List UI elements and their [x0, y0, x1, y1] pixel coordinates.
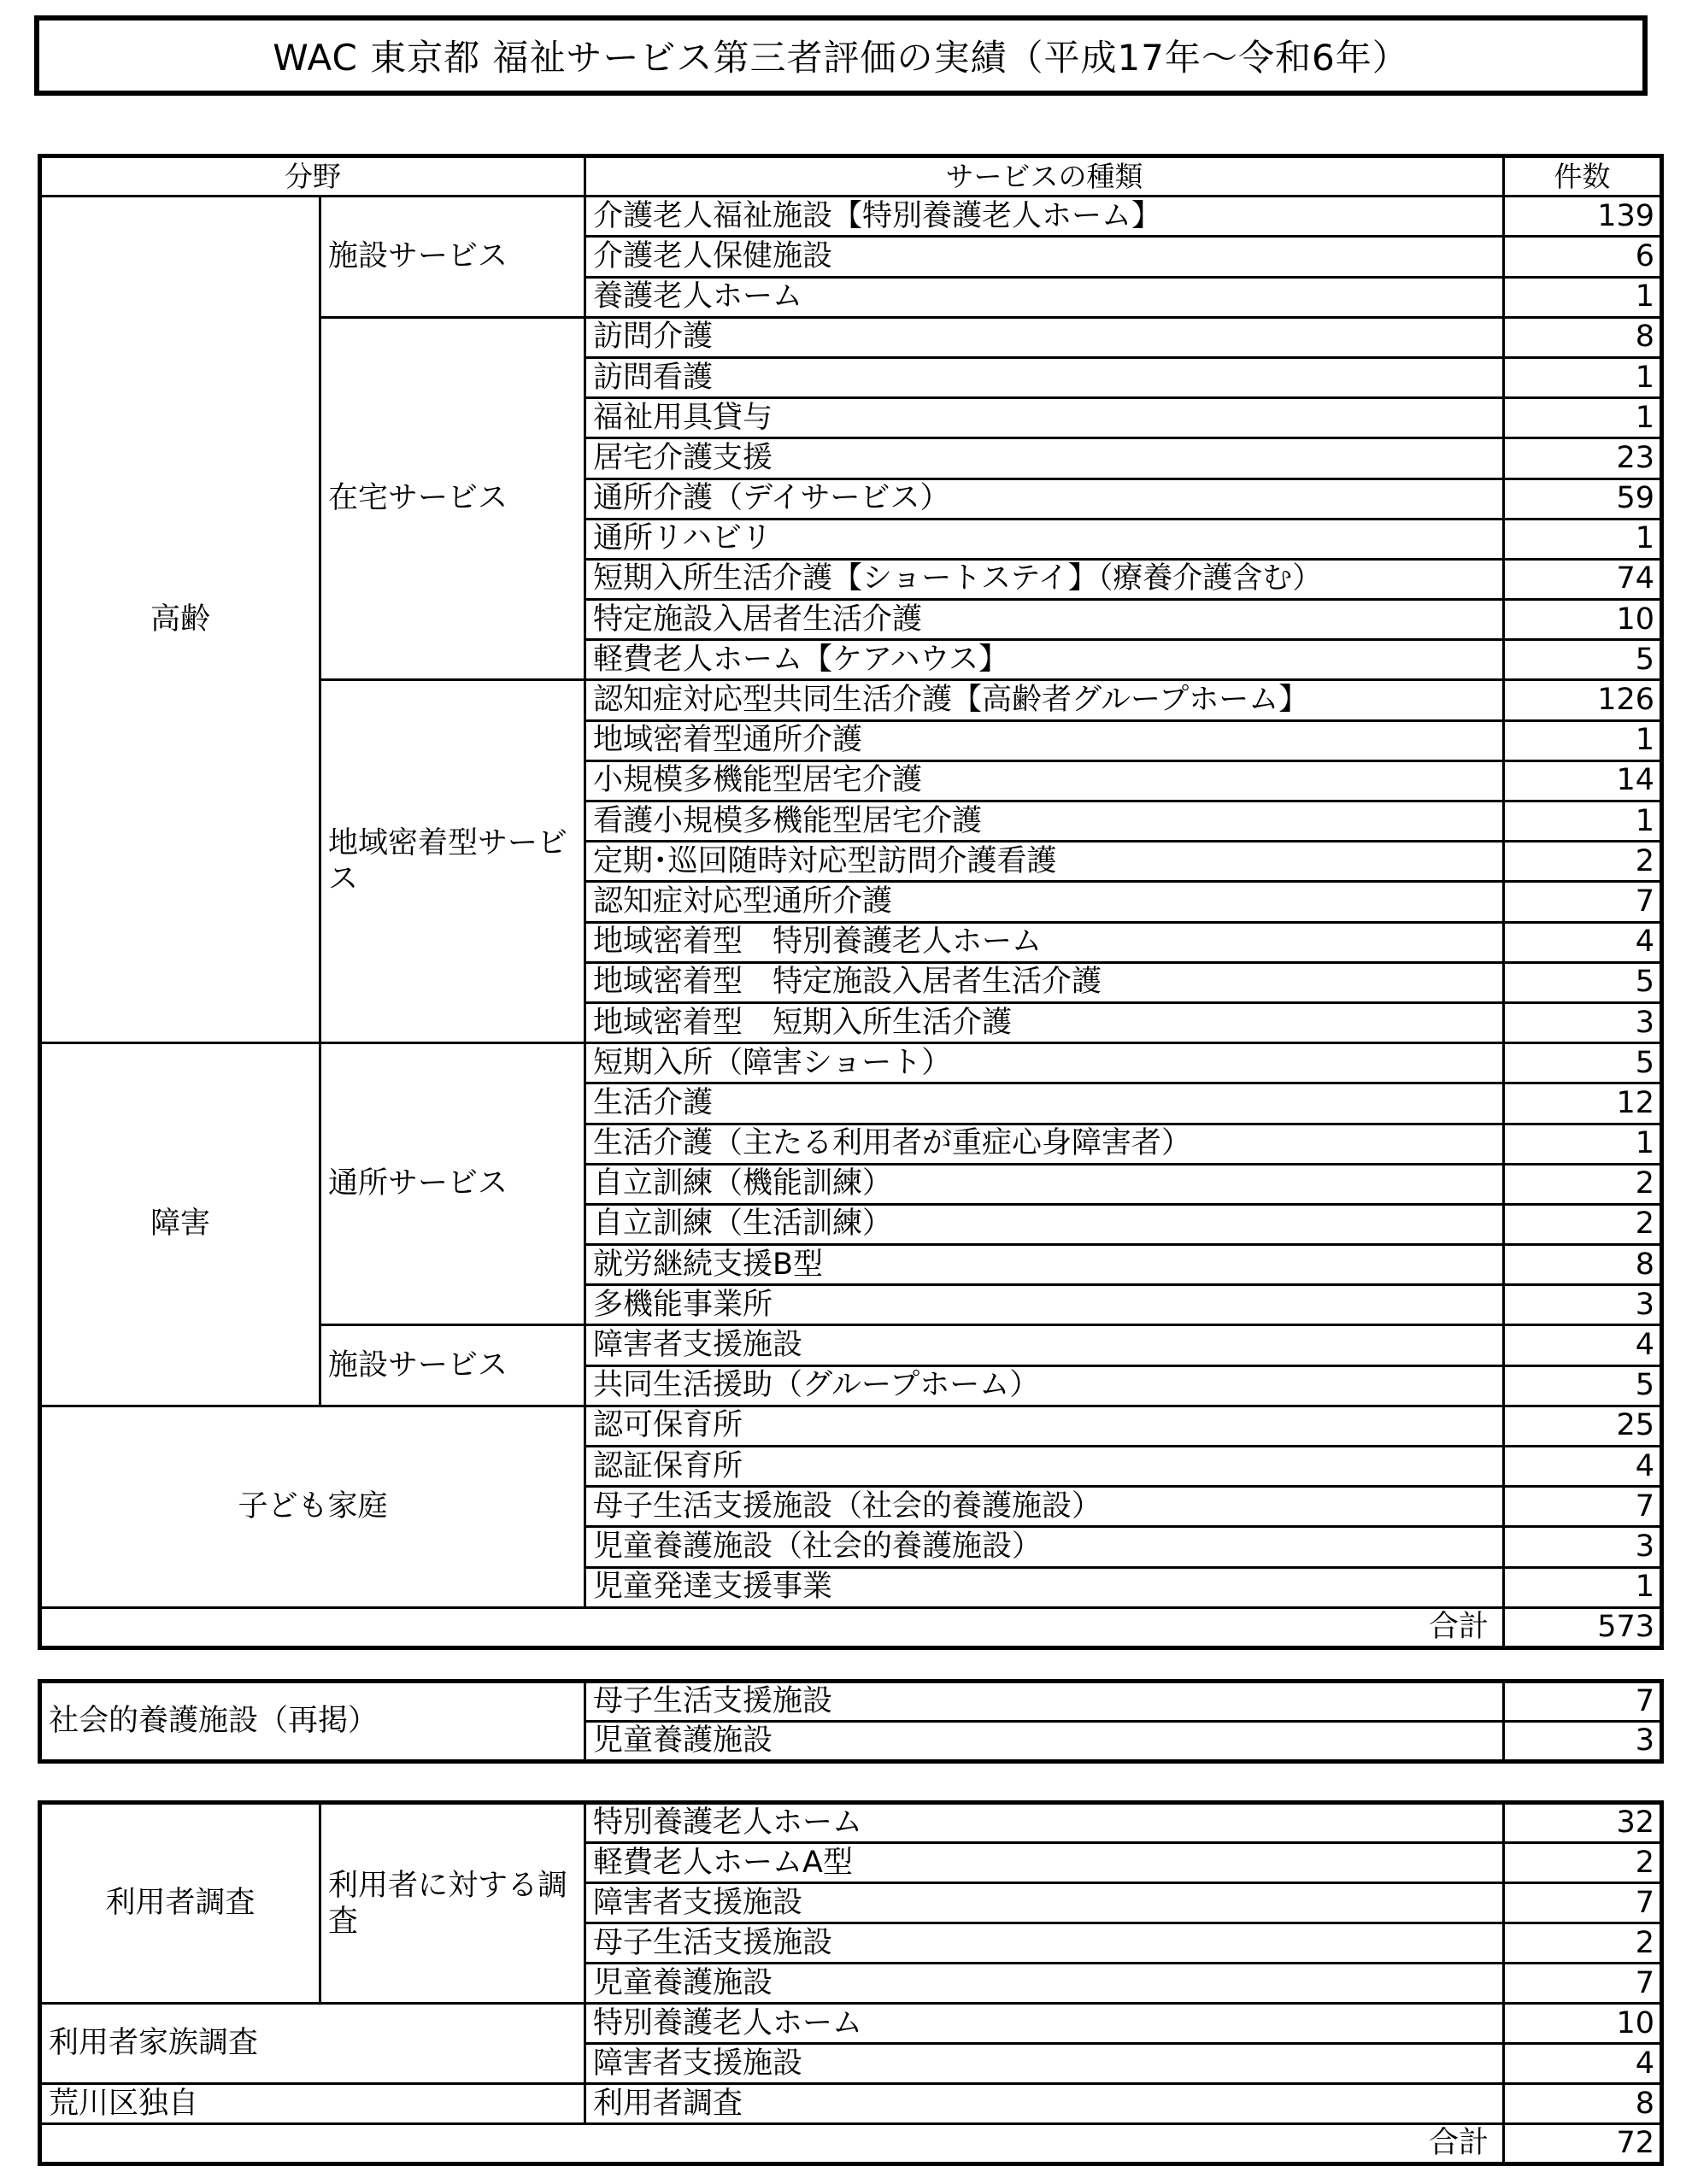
category-user-survey: 利用者調査	[40, 1803, 320, 2004]
service-count: 4	[1504, 1325, 1662, 1365]
service-name: 母子生活支援施設	[585, 1682, 1504, 1722]
category-elderly: 高齢	[40, 197, 320, 1043]
service-count: 32	[1504, 1803, 1662, 1843]
service-name: 自立訓練（機能訓練）	[585, 1164, 1504, 1204]
service-count: 139	[1504, 197, 1662, 237]
service-count: 1	[1504, 277, 1662, 317]
service-count: 5	[1504, 962, 1662, 1002]
table-row	[40, 1803, 1662, 1843]
page-title: WAC 東京都 福祉サービス第三者評価の実績（平成17年～令和6年）	[34, 15, 1648, 96]
service-name: 特別養護老人ホーム	[585, 2004, 1504, 2044]
service-count: 3	[1504, 1002, 1662, 1042]
service-count: 2	[1504, 1164, 1662, 1204]
service-count: 3	[1504, 1722, 1662, 1762]
service-name: 認証保育所	[585, 1447, 1504, 1487]
header-row	[40, 156, 1662, 197]
category-disability: 障害	[40, 1043, 320, 1406]
service-name: 児童養護施設（社会的養護施設）	[585, 1527, 1504, 1567]
service-count: 1	[1504, 357, 1662, 397]
service-count: 1	[1504, 1567, 1662, 1607]
subcategory-elderly-home: 在宅サービス	[320, 317, 585, 680]
service-count: 2	[1504, 1843, 1662, 1883]
service-count: 5	[1504, 1365, 1662, 1406]
service-name: 共同生活援助（グループホーム）	[585, 1365, 1504, 1406]
service-count: 10	[1504, 2004, 1662, 2044]
service-count: 1	[1504, 519, 1662, 559]
header-service: サービスの種類	[585, 156, 1504, 197]
service-count: 3	[1504, 1527, 1662, 1567]
header-count: 件数	[1504, 156, 1662, 197]
service-name: 居宅介護支援	[585, 438, 1504, 478]
service-name: 定期･巡回随時対応型訪問介護看護	[585, 842, 1504, 882]
service-name: 小規模多機能型居宅介護	[585, 760, 1504, 801]
service-count: 8	[1504, 317, 1662, 357]
total-count: 72	[1504, 2124, 1662, 2164]
service-count: 3	[1504, 1285, 1662, 1325]
subcategory-elderly-facility: 施設サービス	[320, 197, 585, 318]
table-row	[40, 2004, 1662, 2044]
table-row	[40, 197, 1662, 237]
service-count: 25	[1504, 1406, 1662, 1446]
service-name: 生活介護（主たる利用者が重症心身障害者）	[585, 1124, 1504, 1164]
service-count: 7	[1504, 1487, 1662, 1527]
table-row	[40, 1406, 1662, 1446]
total-label: 合計	[40, 2124, 1504, 2164]
service-name: 訪問看護	[585, 357, 1504, 397]
category-arakawa: 荒川区独自	[40, 2084, 585, 2124]
service-name: 特別養護老人ホーム	[585, 1803, 1504, 1843]
service-count: 74	[1504, 559, 1662, 599]
social-care-repost-table	[38, 1679, 1664, 1764]
subcategory-disability-daycare: 通所サービス	[320, 1043, 585, 1325]
service-name: 養護老人ホーム	[585, 277, 1504, 317]
service-count: 59	[1504, 478, 1662, 519]
service-count: 2	[1504, 842, 1662, 882]
service-name: 認知症対応型通所介護	[585, 882, 1504, 922]
service-count: 4	[1504, 922, 1662, 962]
total-row	[40, 1607, 1662, 1647]
service-name: 介護老人保健施設	[585, 237, 1504, 277]
service-count: 1	[1504, 398, 1662, 438]
service-name: 看護小規模多機能型居宅介護	[585, 801, 1504, 842]
service-name: 利用者調査	[585, 2084, 1504, 2124]
service-count: 6	[1504, 237, 1662, 277]
repost-label: 社会的養護施設（再掲）	[40, 1682, 585, 1762]
service-count: 126	[1504, 680, 1662, 720]
table-row	[40, 2084, 1662, 2124]
service-name: 障害者支援施設	[585, 2044, 1504, 2084]
service-name: 地域密着型通所介護	[585, 720, 1504, 760]
category-family-survey: 利用者家族調査	[40, 2004, 585, 2084]
service-count: 7	[1504, 1964, 1662, 2004]
service-name: 短期入所（障害ショート）	[585, 1043, 1504, 1083]
service-name: 介護老人福祉施設【特別養護老人ホーム】	[585, 197, 1504, 237]
service-name: 母子生活支援施設	[585, 1923, 1504, 1964]
service-name: 児童養護施設	[585, 1722, 1504, 1762]
service-name: 生活介護	[585, 1083, 1504, 1124]
service-count: 1	[1504, 801, 1662, 842]
service-count: 1	[1504, 1124, 1662, 1164]
service-name: 児童発達支援事業	[585, 1567, 1504, 1607]
total-label: 合計	[40, 1607, 1504, 1647]
service-name: 軽費老人ホーム【ケアハウス】	[585, 640, 1504, 680]
service-name: 認知症対応型共同生活介護【高齢者グループホーム】	[585, 680, 1504, 720]
service-name: 特定施設入居者生活介護	[585, 600, 1504, 640]
service-count: 1	[1504, 720, 1662, 760]
service-count: 4	[1504, 2044, 1662, 2084]
service-name: 地域密着型 特別養護老人ホーム	[585, 922, 1504, 962]
service-count: 7	[1504, 882, 1662, 922]
service-count: 2	[1504, 1923, 1662, 1964]
service-name: 通所介護（デイサービス）	[585, 478, 1504, 519]
service-name: 障害者支援施設	[585, 1883, 1504, 1923]
table-row	[40, 1043, 1662, 1083]
service-count: 8	[1504, 1245, 1662, 1285]
main-evaluation-table	[38, 154, 1664, 1650]
service-name: 多機能事業所	[585, 1285, 1504, 1325]
service-count: 23	[1504, 438, 1662, 478]
service-count: 8	[1504, 2084, 1662, 2124]
service-count: 5	[1504, 640, 1662, 680]
service-name: 就労継続支援B型	[585, 1245, 1504, 1285]
user-survey-table	[38, 1800, 1664, 2166]
service-name: 母子生活支援施設（社会的養護施設）	[585, 1487, 1504, 1527]
table-row	[40, 1682, 1662, 1722]
service-name: 福祉用具貸与	[585, 398, 1504, 438]
service-name: 認可保育所	[585, 1406, 1504, 1446]
service-name: 訪問介護	[585, 317, 1504, 357]
service-name: 地域密着型 短期入所生活介護	[585, 1002, 1504, 1042]
service-count: 10	[1504, 600, 1662, 640]
service-count: 4	[1504, 1447, 1662, 1487]
header-field: 分野	[40, 156, 585, 197]
service-count: 2	[1504, 1204, 1662, 1244]
service-count: 7	[1504, 1682, 1662, 1722]
service-name: 短期入所生活介護【ショートステイ】（療養介護含む）	[585, 559, 1504, 599]
service-name: 地域密着型 特定施設入居者生活介護	[585, 962, 1504, 1002]
service-name: 児童養護施設	[585, 1964, 1504, 2004]
total-row	[40, 2124, 1662, 2164]
total-count: 573	[1504, 1607, 1662, 1647]
service-name: 自立訓練（生活訓練）	[585, 1204, 1504, 1244]
service-count: 5	[1504, 1043, 1662, 1083]
category-children: 子ども家庭	[40, 1406, 585, 1607]
subcategory-disability-facility: 施設サービス	[320, 1325, 585, 1406]
subcategory-user-survey: 利用者に対する調査	[320, 1803, 585, 2004]
subcategory-elderly-community: 地域密着型サービス	[320, 680, 585, 1043]
service-name: 軽費老人ホームA型	[585, 1843, 1504, 1883]
service-name: 通所リハビリ	[585, 519, 1504, 559]
service-name: 障害者支援施設	[585, 1325, 1504, 1365]
service-count: 7	[1504, 1883, 1662, 1923]
service-count: 12	[1504, 1083, 1662, 1124]
service-count: 14	[1504, 760, 1662, 801]
